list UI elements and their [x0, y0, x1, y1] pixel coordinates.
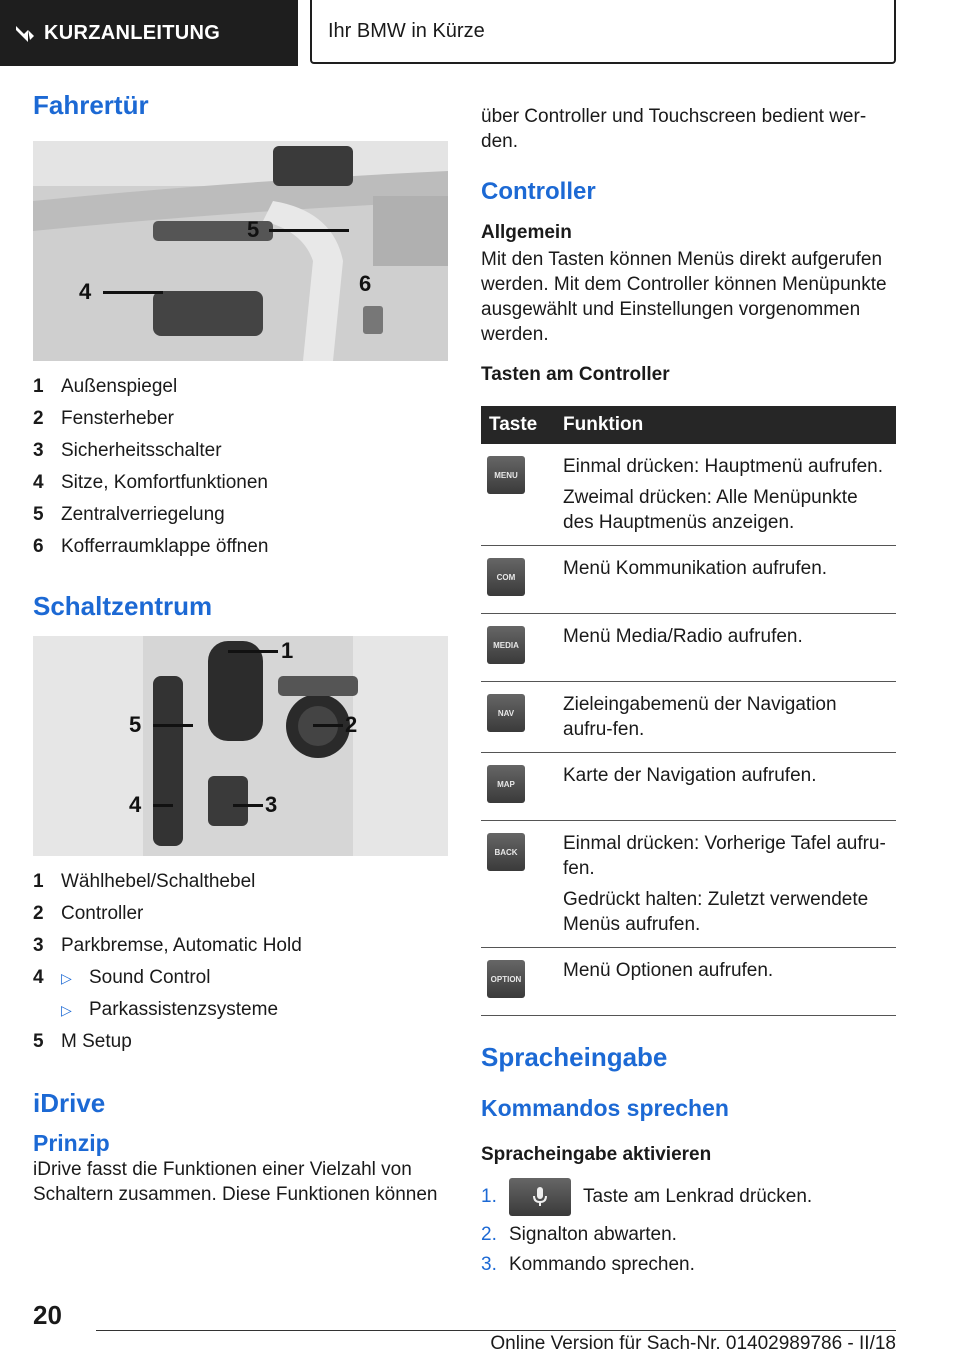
table-row: BACK Einmal drücken: Vorherige Tafel aufru-fen. Gedrückt halten: Zuletzt verwendete Menüs aufrufen.: [481, 821, 896, 948]
idrive-text: iDrive fasst die Funktionen einer Vielzahl von Schaltern zusammen. Diese Funktionen können: [33, 1159, 438, 1206]
list-item: 2. Signalton abwarten.: [481, 1223, 677, 1245]
page-header: [0, 0, 960, 66]
list-item: 1. Taste am Lenkrad drücken.: [481, 1178, 896, 1216]
list-item: ▷ Parkassistenzsysteme: [61, 999, 279, 1021]
page-number: 20: [33, 1300, 62, 1330]
prinzip-heading: Prinzip: [33, 1129, 110, 1156]
table-row: MAP Karte der Navigation aufrufen.: [481, 753, 896, 821]
col-header-taste: Taste: [481, 406, 555, 444]
voice-steps: [481, 1178, 896, 1276]
list-item: 6 Kofferraumklappe öffnen: [33, 536, 269, 558]
menu-key-icon: MENU: [487, 456, 525, 494]
table-title: Tasten am Controller: [481, 364, 670, 386]
table-row: COM Menü Kommunikation aufrufen.: [481, 546, 896, 614]
section-label: KURZANLEITUNG: [44, 21, 221, 44]
footer-text: Online Version für Sach-Nr. 01402989786 - II/18: [490, 1333, 896, 1354]
center-console-illustration: [33, 636, 448, 856]
table-row: OPTION Menü Optionen aufrufen.: [481, 948, 896, 1016]
map-key-icon: MAP: [487, 765, 525, 803]
list-item: 2 Fensterheber: [33, 408, 175, 430]
microphone-icon: [509, 1178, 571, 1216]
bullet-triangle-icon: ▷: [61, 969, 72, 986]
quick-guide-icon: [14, 24, 36, 44]
spracheingabe-heading: Spracheingabe: [481, 1042, 668, 1073]
callout-6: 6: [359, 271, 372, 297]
kommandos-heading: Kommandos sprechen: [481, 1095, 729, 1122]
list-item: 3. Kommando sprechen.: [481, 1253, 695, 1275]
table-row: NAV Zieleingabemenü der Navigation aufru-fen.: [481, 682, 896, 753]
left-column: [33, 90, 448, 1207]
callout-1: 1: [281, 638, 294, 664]
driver-door-image: [33, 141, 448, 361]
activate-heading: Spracheingabe aktivieren: [481, 1143, 712, 1165]
callout-2: 2: [345, 712, 358, 738]
media-key-icon: MEDIA: [487, 626, 525, 664]
right-column: [481, 90, 896, 1284]
allgemein-heading: Allgemein: [481, 221, 572, 243]
controller-keys-table: [481, 406, 896, 1016]
callout-5: 5: [129, 712, 142, 738]
chapter-title: Ihr BMW in Kürze: [310, 0, 896, 64]
center-console-legend: [33, 866, 448, 1058]
controller-heading: Controller: [481, 178, 596, 205]
option-key-icon: OPTION: [487, 960, 525, 998]
callout-3: 3: [265, 792, 278, 818]
callout-4: 4: [79, 279, 92, 305]
list-item: 4 ▷ Sound Control: [33, 967, 211, 989]
center-console-image: [33, 636, 448, 856]
col-header-funktion: Funktion: [555, 406, 896, 444]
nav-key-icon: NAV: [487, 694, 525, 732]
callout-4: 4: [129, 792, 142, 818]
list-item: 5 M Setup: [33, 1031, 132, 1053]
footer-divider: [96, 1330, 896, 1331]
table-row: MENU Einmal drücken: Hauptmenü aufrufen. Zweimal drücken: Alle Menüpunkte des Hauptmenüs anzeigen.: [481, 444, 896, 546]
controller-text: Mit den Tasten können Menüs direkt aufgerufen werden. Mit dem Controller können Menüpunkte ausgewählt und Einstellungen vorgenommen werden.: [481, 249, 887, 346]
callout-5: 5: [247, 217, 260, 243]
back-key-icon: BACK: [487, 833, 525, 871]
schaltzentrum-heading: Schaltzentrum: [33, 591, 213, 622]
continued-text: über Controller und Touchscreen bedient wer-den.: [481, 106, 867, 152]
driver-door-legend: [33, 371, 448, 563]
list-item: 4 Sitze, Komfortfunktionen: [33, 472, 268, 494]
table-row: MEDIA Menü Media/Radio aufrufen.: [481, 614, 896, 682]
list-item: 3 Sicherheitsschalter: [33, 440, 222, 462]
fahrertuer-heading: Fahrertür: [33, 90, 149, 120]
driver-door-illustration: [33, 141, 448, 361]
bullet-triangle-icon: ▷: [61, 1001, 72, 1018]
com-key-icon: COM: [487, 558, 525, 596]
list-item: 1 Außenspiegel: [33, 376, 178, 398]
list-item: 2 Controller: [33, 903, 144, 925]
list-item: 5 Zentralverriegelung: [33, 504, 225, 526]
section-tab: [0, 0, 298, 66]
idrive-heading: iDrive: [33, 1088, 106, 1119]
list-item: 3 Parkbremse, Automatic Hold: [33, 935, 302, 957]
list-item: 1 Wählhebel/Schalthebel: [33, 871, 256, 893]
